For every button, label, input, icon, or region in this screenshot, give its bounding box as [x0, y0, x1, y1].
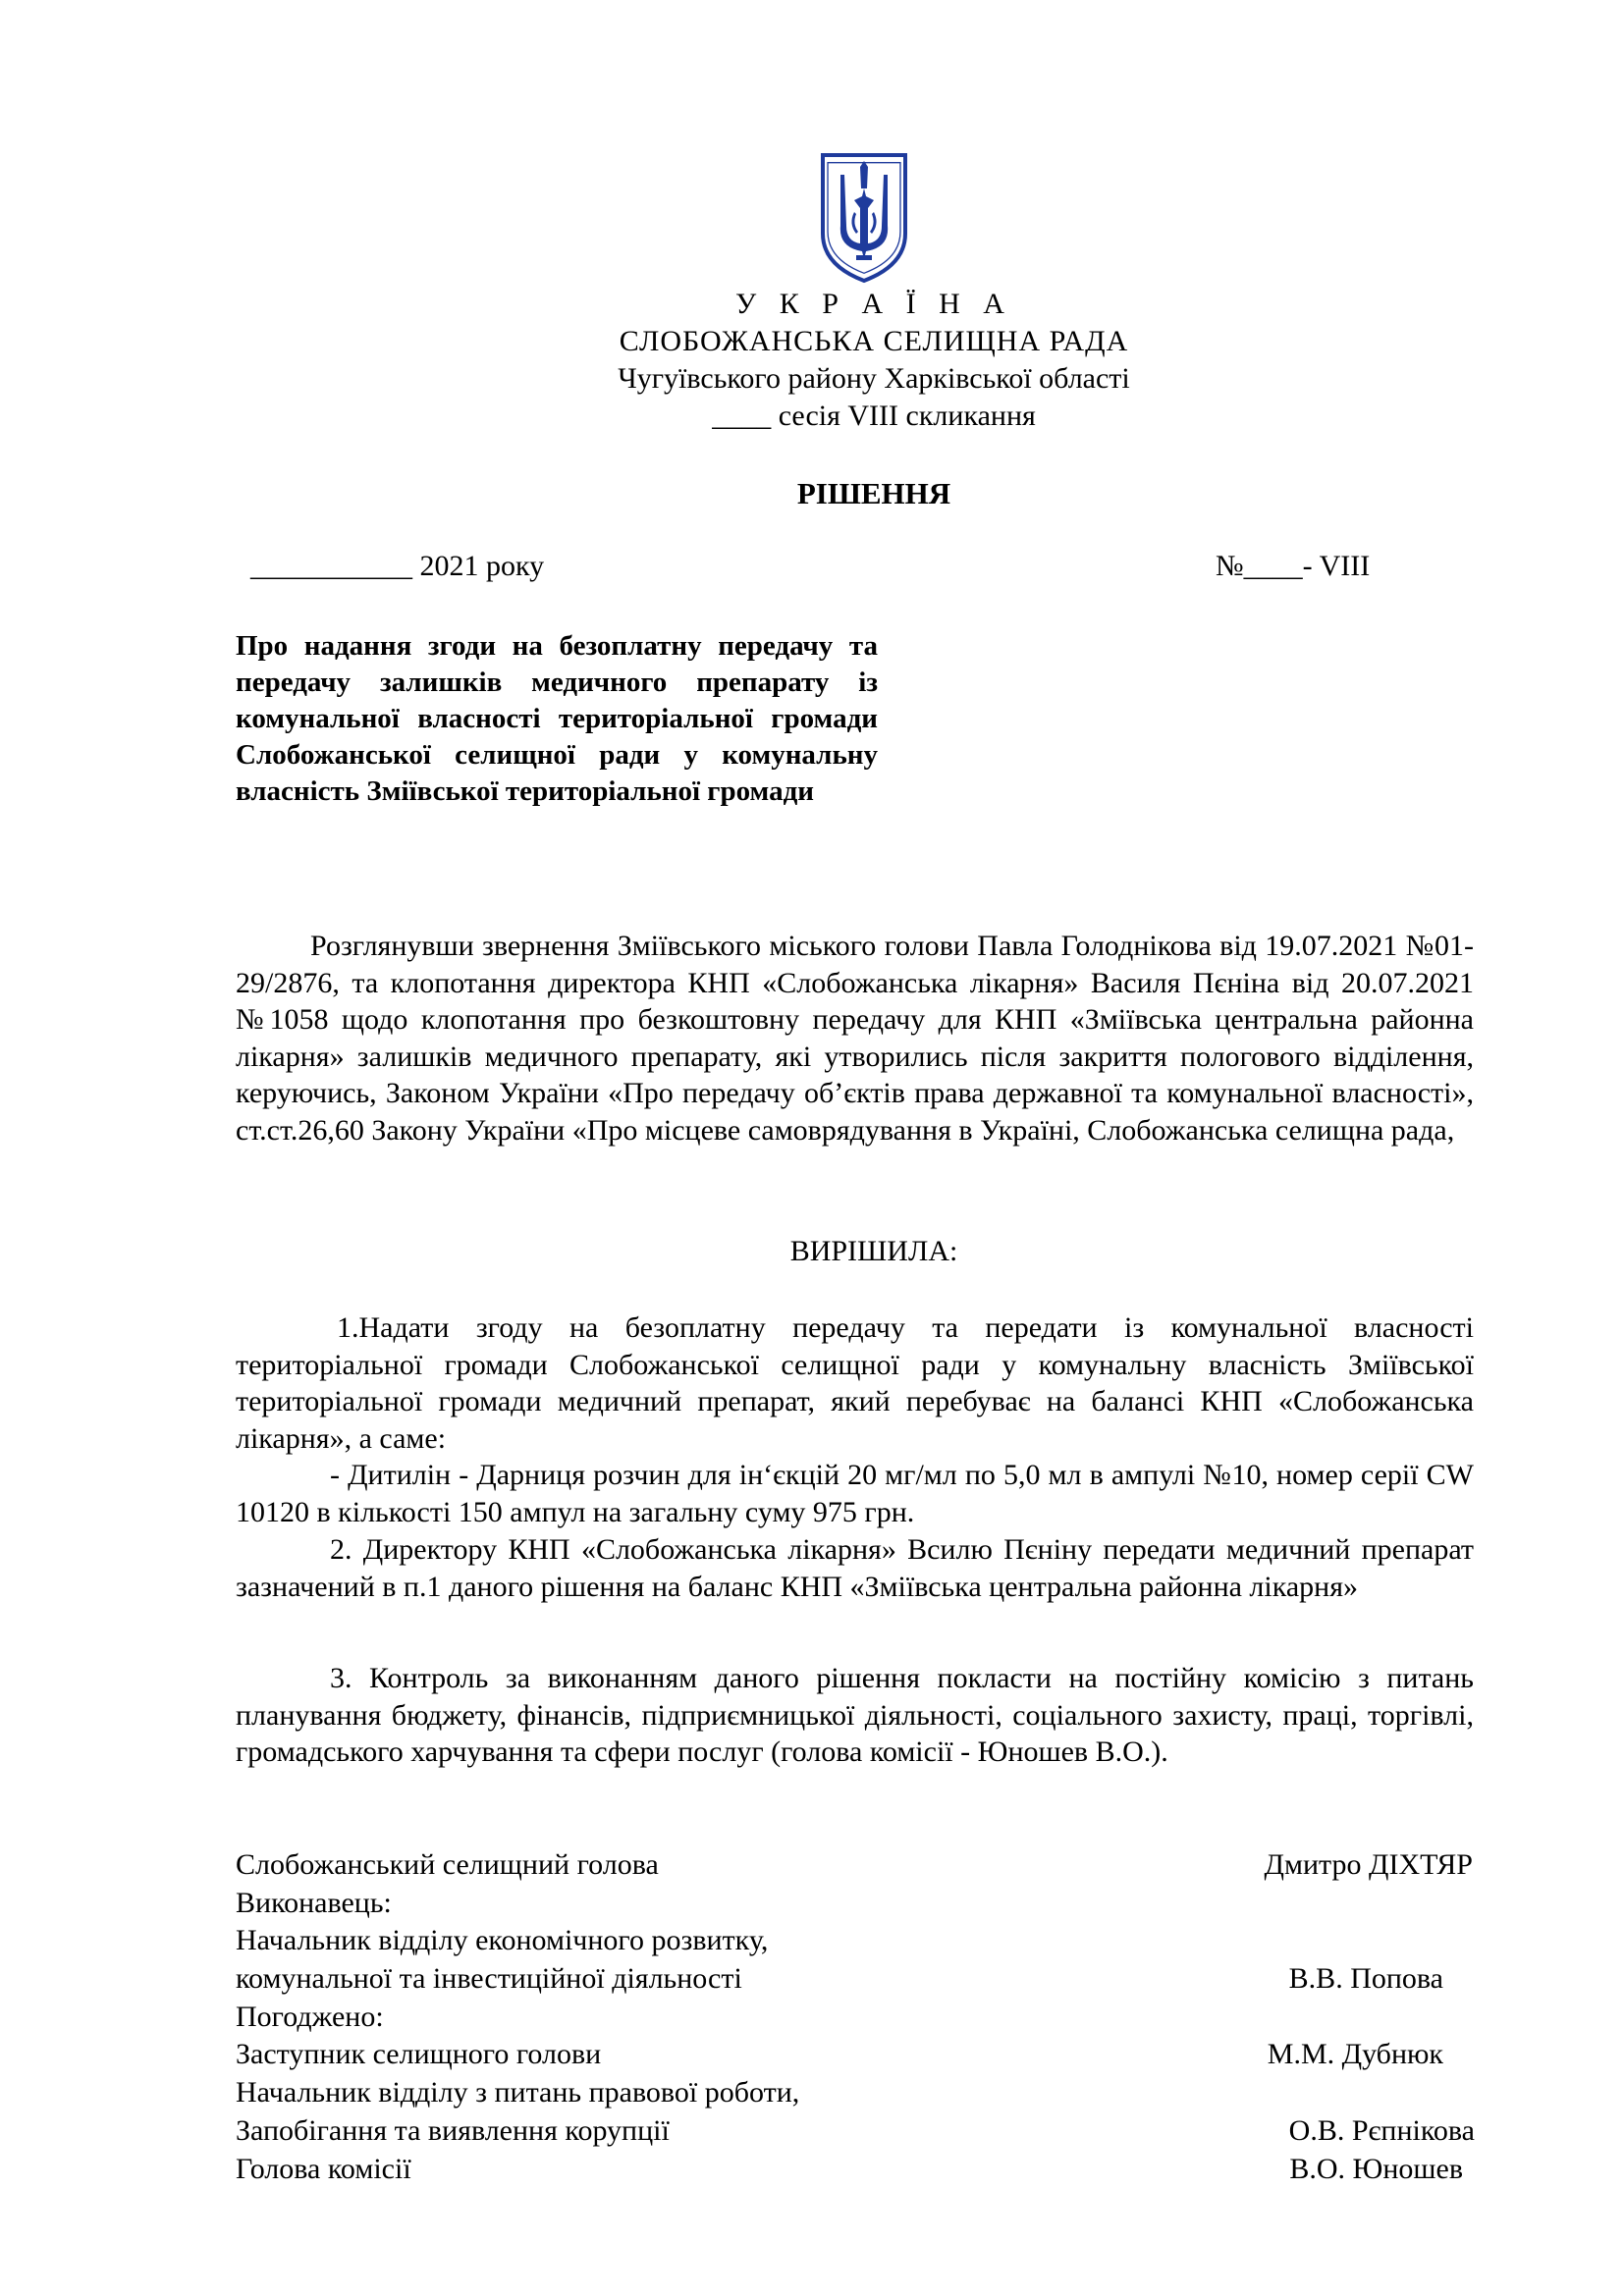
signature-role: Запобігання та виявлення корупції	[236, 2113, 670, 2147]
decision-number: №____- VIII	[1216, 550, 1371, 582]
signature-role: Погоджено:	[236, 2000, 384, 2033]
signature-role: Начальник відділу економічного розвитку,	[236, 1924, 769, 1957]
council-name: СЛОБОЖАНСЬКА СЕЛИЩНА РАДА	[619, 325, 1129, 357]
signature-role: Начальник відділу з питань правової роботи,	[236, 2076, 800, 2109]
signature-block	[236, 1846, 1483, 2188]
signature-row	[236, 2074, 1483, 2112]
item-1: 1.Надати згоду на безоплатну передачу та передати із комунальної власності територіальної громади Слобожанської селищної ради у комунальну власність Зміївської територіальної громади медичний препарат, який перебуває на балансі КНП «Слобожанська лікарня», а саме:	[236, 1311, 1474, 1455]
signature-row	[236, 1960, 1483, 1999]
district-name: Чугуївського району Харківської області	[618, 362, 1130, 395]
signature-row	[236, 1922, 1483, 1960]
signature-name: О.В. Рєпнікова	[1288, 2113, 1475, 2147]
signature-role: Виконавець:	[236, 1886, 392, 1919]
signature-role: Слобожанський селищний голова	[236, 1848, 659, 1881]
signature-row	[236, 2151, 1483, 2189]
item-3: 3. Контроль за виконанням даного рішення покласти на постійну комісію з питань планування бюджету, фінансів, підприємницької діяльності, соціального захисту, праці, торгівлі, громадського харчування та сфери послуг (голова комісії - Юношев В.О.).	[236, 1662, 1474, 1768]
country-name: У К Р А Ї Н А	[735, 288, 1012, 320]
signature-role: Голова комісії	[236, 2152, 411, 2185]
coat-of-arms-icon	[817, 149, 911, 287]
signature-row	[236, 1885, 1483, 1923]
signature-name: В.О. Юношев	[1289, 2152, 1463, 2185]
session-line: ____ сесія VIII скликання	[712, 400, 1036, 432]
signature-name: Дмитро ДІХТЯР	[1264, 1848, 1473, 1881]
decision-subject: Про надання згоди на безоплатну передачу та передачу залишків медичного препарату із комунальної власності територіальної громади Слобожанської селищної ради у комунальну власність Зміївської територіальної громади	[236, 630, 878, 807]
document-type: РІШЕННЯ	[796, 476, 951, 510]
intro-paragraph: Розглянувши звернення Зміївського міського голови Павла Голоднікова від 19.07.2021 №01-29/2876, та клопотання директора КНП «Слобожанська лікарня» Василя Пєніна від 20.07.2021 №1058 щодо клопотання про безкоштовну передачу для КНП «Зміївська центральна районна лікарня» залишків медичного препарату, які утворились після закриття пологового відділення, керуючись, Законом України «Про передачу об’єктів права державної та комунальної власності», ст.ст.26,60 Закону України «Про місцеве самоврядування в Україні, Слобожанська селищна рада,	[236, 930, 1474, 1147]
signature-row	[236, 1846, 1483, 1885]
signature-row	[236, 2112, 1483, 2151]
signature-role: Заступник селищного голови	[236, 2038, 602, 2071]
signature-row	[236, 1999, 1483, 2037]
signature-name: В.В. Попова	[1288, 1962, 1443, 1996]
resolved-heading: ВИРІШИЛА:	[789, 1235, 958, 1267]
signature-row	[236, 2036, 1483, 2074]
item-1-detail: - Дитилін - Дарниця розчин для ін‘єкцій 20 мг/мл по 5,0 мл в ампулі №10, номер серії CW 10120 в кількості 150 ампул на загальну суму 975 грн.	[236, 1459, 1474, 1528]
signature-role: комунальної та інвестиційної діяльності	[236, 1962, 742, 1996]
item-2: 2. Директору КНП «Слобожанська лікарня» Всилю Пєніну передати медичний препарат зазначений в п.1 даного рішення на баланс КНП «Зміївська центральна районна лікарня»	[236, 1533, 1474, 1603]
signature-name: М.М. Дубнюк	[1267, 2038, 1443, 2071]
decision-date: ___________ 2021 року	[250, 550, 545, 582]
